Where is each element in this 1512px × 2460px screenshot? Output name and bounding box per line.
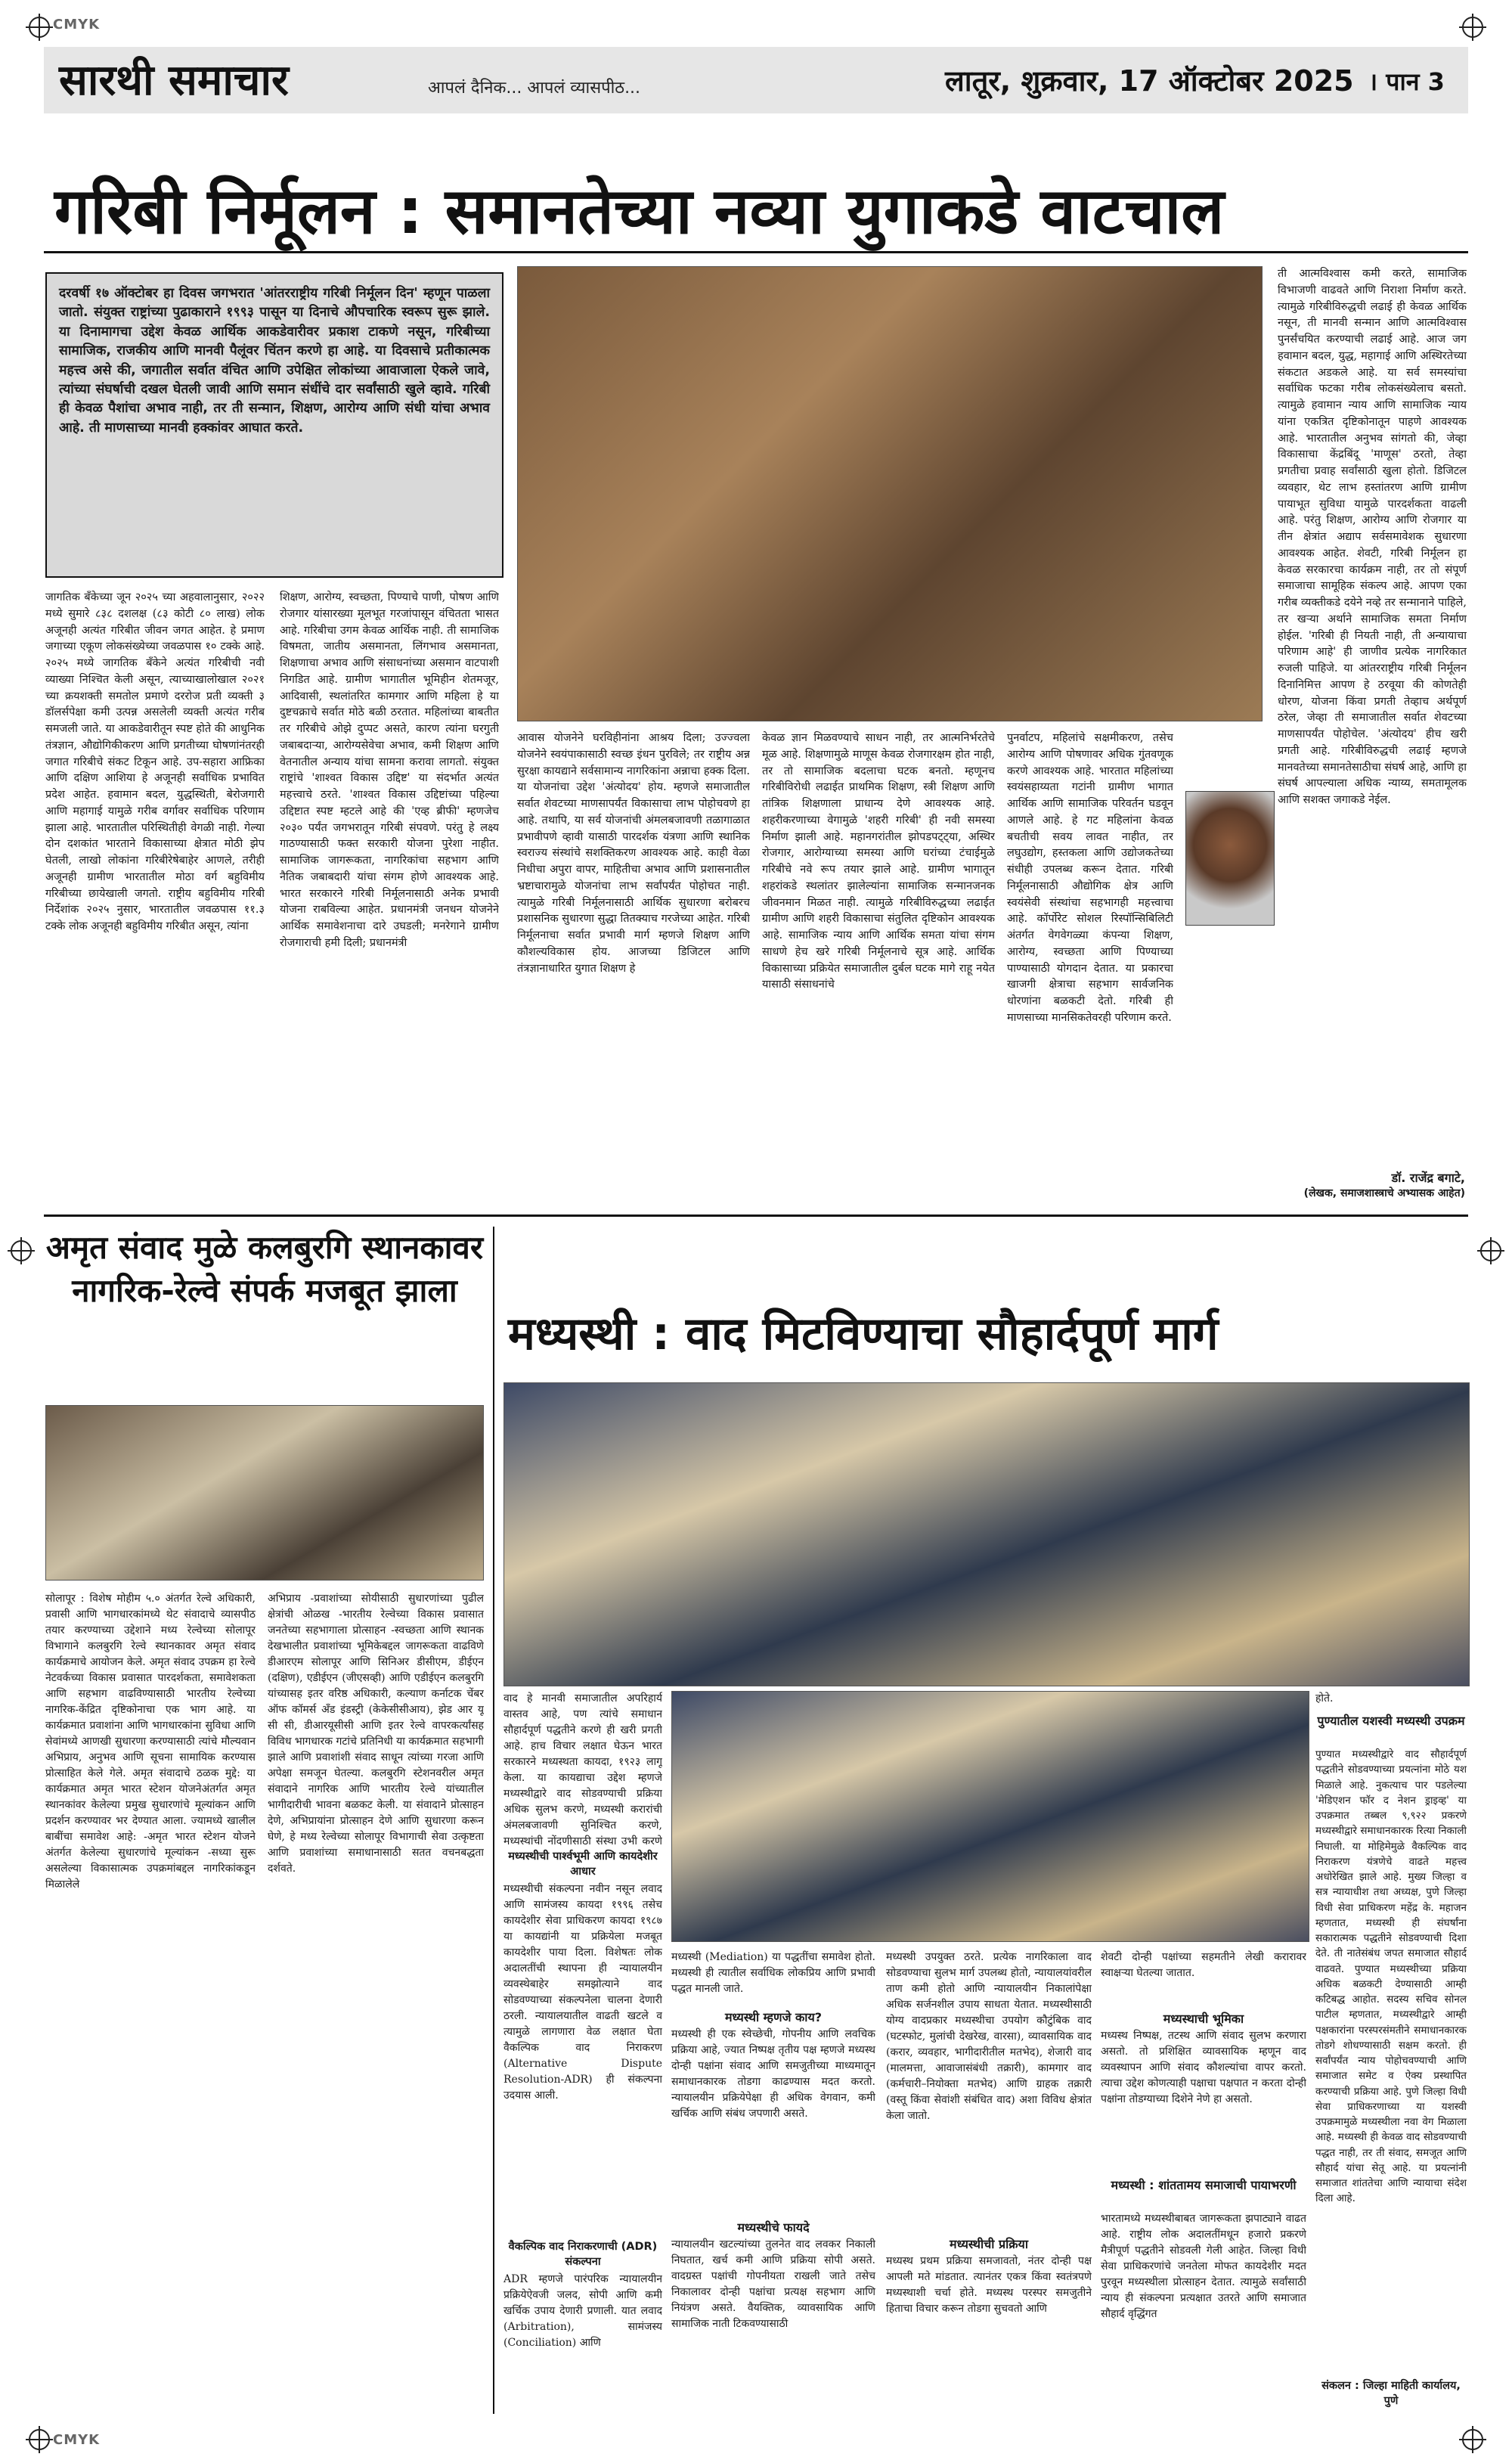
registration-mark-icon	[11, 1240, 32, 1261]
article3-pune: पुण्यात मध्यस्थीद्वारे वाद सौहार्दपूर्ण पद्धतीने सोडवण्याच्या प्रयत्नांना मोठे यश मिळाले आहे. नुकत्याच पार पडलेल्या 'मेडिएशन फॉर द नेशन ड्राइव्ह' या उपक्रमात तब्बल ९,९२२ प्रकरणे मध्यस्थीद्वारे समाधानकारक रित्या निकाली निघाली. या मोहिमेमुळे वैकल्पिक वाद निराकरण यंत्रणेचे वाढते महत्त्व अधोरेखित झाले आहे. मुख्य जिल्हा व सत्र न्यायाधीश तथा अध्यक्ष, पुणे जिल्हा विधी सेवा प्राधिकरण महेंद्र के. महाजन म्हणतात, मध्यस्थी ही संघर्षांना सकारात्मक पद्धतीने सोडवण्याची दिशा देते. ती नातेसंबंध जपत समाजात सौहार्द वाढवते. पुण्यात मध्यस्थीच्या प्रक्रिया अधिक बळकटी देण्यासाठी आम्ही कटिबद्ध आहोत. सदस्य सचिव सोनल पाटील म्हणतात, मध्यस्थीद्वारे आम्ही पक्षकारांना परस्परसंमतीने समाधानकारक तोडगे शोधण्यासाठी सक्षम करतो. ही सर्वांपर्यंत न्याय पोहोचवण्याची आणि समाजात समेट व ऐक्य प्रस्थापित करण्याची प्रक्रिया आहे. पुणे जिल्हा विधी सेवा प्राधिकरणाच्या या यशस्वी उपक्रमामुळे मध्यस्थीला नवा वेग मिळाला आहे. मध्यस्थी ही केवळ वाद सोडवण्याची पद्धत नाही, तर ती संवाद, समजूत आणि सौहार्द यांचा सेतू आहे. या प्रयत्नांनी समाजात शांततेचा आणि न्यायाचा संदेश दिला आहे.	[1315, 1748, 1467, 2205]
article1-col5: पुनर्वाटप, महिलांचे सक्षमीकरण, तसेच आरोग्य आणि पोषणावर अधिक गुंतवणूक करणे आवश्यक आहे. भारतात महिलांच्या स्वयंसहाय्यता गटांनी ग्रामीण भागात आर्थिक आणि सामाजिक परिवर्तन घडवून आणले आहे. हे गट महिलांना केवळ बचतीची सवय लावत नाहीत, तर लघुउद्योग, हस्तकला आणि उद्योजकतेच्या संधीही उपलब्ध करून देतात. गरिबी निर्मूलनासाठी औद्योगिक क्षेत्र आणि स्वयंसेवी संस्थांचा सहभागही महत्त्वाचा आहे. कॉर्पोरेट सोशल रिस्पॉन्सिबिलिटी अंतर्गत वेगवेगळ्या कंपन्या शिक्षण, आरोग्य, स्वच्छता आणि पिण्याच्या पाण्यासाठी योगदान देतात. या प्रकारचा खाजगी क्षेत्राचा सहभाग सार्वजनिक धोरणांना बळकटी देतो. गरिबी ही माणसाच्या मानसिकतेवरही परिणाम करते.	[1007, 732, 1173, 1024]
article3-colC: मध्यस्थी उपयुक्त ठरते. प्रत्येक नागरिकाला वाद सोडवण्याचा सुलभ मार्ग उपलब्ध होतो, न्यायालयांवरील ताण कमी होतो आणि न्यायालयीन निकालांपेक्षा अधिक सर्जनशील उपाय साधता येतात. मध्यस्थीसाठी योग्य वादप्रकार मध्यस्थीचा उपयोग कौटुंबिक वाद (घटस्फोट, मुलांची देखरेख, वारसा), व्यावसायिक वाद (करार, व्यवहार, भागीदारीतील मतभेद), शेजारी वाद (मालमत्ता, आवाजासंबंधी तक्रारी), कामगार वाद (कर्मचारी–नियोक्ता मतभेद) आणि ग्राहक तक्रारी (वस्तू किंवा सेवांशी संबंधित वाद) अशा विविध क्षेत्रांत केला जातो.	[886, 1951, 1092, 2122]
article2-photo-amrut-samvad	[45, 1405, 484, 1581]
article1-col4: केवळ ज्ञान मिळवण्याचे साधन नाही, तर आत्मनिर्भरतेचे मूळ आहे. शिक्षणामुळे माणूस केवळ रोजगारक्षम होत नाही, तर तो सामाजिक बदलाचा घटक बनतो. म्हणूनच गरिबीविरोधी लढाईत प्राथमिक शिक्षण, स्त्री शिक्षण आणि तांत्रिक शिक्षणाला प्राधान्य देणे आवश्यक आहे. शहरीकरणाच्या वेगामुळे 'शहरी गरिबी' ही नवी समस्या निर्माण झाली आहे. महानगरांतील झोपडपट्ट्या, अस्थिर रोजगार, आरोग्याच्या समस्या आणि घरांच्या टंचाईमुळे गरिबीचे नवे रूप तयार झाले आहे. ग्रामीण भागातून शहरांकडे स्थलांतर झालेल्यांना सामाजिक सन्मानजनक जीवनमान मिळत नाही. त्यामुळे गरिबीविरुद्धच्या लढाईत ग्रामीण आणि शहरी विकासाचा संतुलित दृष्टिकोन आवश्यक आहे. सामाजिक न्याय आणि आर्थिक समता यांचा संगम साधणे हेच खरे गरिबी निर्मूलनाचे सूत्र आहे. आर्थिक विकासाच्या प्रक्रियेत समाजातील दुर्बल घटक मागे राहू नयेत यासाठी संसाधनांचे	[762, 732, 995, 991]
article1-col3: आवास योजनेने घरविहीनांना आश्रय दिला; उज्ज्वला योजनेने स्वयंपाकासाठी स्वच्छ इंधन पुरविले; तर राष्ट्रीय अन्न सुरक्षा कायद्याने सर्वसामान्य नागरिकांना अन्नाचा हक्क दिला. या योजनांचा उद्देश 'अंत्योदय' होय. म्हणजे समाजातील सर्वात शेवटच्या माणसापर्यंत विकासाचा लाभ पोहोचवणे हा आहे. तथापि, या सर्व योजनांची अंमलबजावणी तळागाळात प्रभावीपणे व्हावी यासाठी पारदर्शक यंत्रणा आणि स्थानिक स्वराज्य संस्थांचे सशक्तिकरण आवश्यक आहे. काही वेळा निधीचा अपुरा वापर, माहितीचा अभाव आणि प्रशासनातील भ्रष्टाचारामुळे योजनांचा लाभ सर्वांपर्यंत पोहोचत नाही. त्यामुळे गरिबी निर्मूलनासाठी आर्थिक सुधारणा बरोबरच प्रशासनिक सुधारणा सुद्धा तितक्याच गरजेच्या आहेत. गरिबी निर्मूलनाचा सर्वात प्रभावी मार्ग म्हणजे शिक्षण आणि कौशल्यविकास होय. आजच्या डिजिटल आणि तंत्रज्ञानाधारित युगात शिक्षण हे	[517, 732, 750, 975]
article3-headline: मध्यस्थी : वाद मिटविण्याचा सौहार्दपूर्ण मार्ग	[508, 1308, 1219, 1360]
registration-mark-icon	[1462, 2429, 1483, 2450]
article3-heading-background: मध्यस्थीची पार्श्वभूमी आणि कायदेशीर आधार	[508, 1850, 658, 1878]
article3-heading-adr: वैकल्पिक वाद निराकरणाची (ADR) संकल्पना	[508, 2241, 658, 2268]
article3-what: मध्यस्थी ही एक स्वेच्छेची, गोपनीय आणि लवचिक प्रक्रिया आहे, ज्यात निष्पक्ष तृतीय पक्ष म्हणजे मध्यस्थ दोन्ही पक्षांना संवाद आणि समजुतीच्या माध्यमातून समाधानकारक तोडगा काढण्यास मदत करतो. न्यायालयीन प्रक्रियेपेक्षा ही अधिक वेगवान, कमी खर्चिक आणि संबंध जपणारी असते.	[671, 2028, 875, 2120]
article2-headline: अमृत संवाद मुळे कलबुरगि स्थानकावर नागरिक-रेल्वे संपर्क मजबूत झाला	[45, 1229, 484, 1309]
article3-colB: मध्यस्थी (Mediation) या पद्धतींचा समावेश होतो. मध्यस्थी ही त्यातील सर्वाधिक लोकप्रिय आणि प्रभावी पद्धत मानली जाते.	[671, 1951, 875, 1995]
author-portrait	[1185, 791, 1275, 926]
article3-heading-peace: मध्यस्थी : शांततामय समाजाची पायाभरणी	[1111, 2178, 1297, 2192]
article3-benefits: न्यायालयीन खटल्यांच्या तुलनेत वाद लवकर निकाली निघतात, खर्च कमी आणि प्रक्रिया सोपी असते. वादग्रस्त पक्षांची गोपनीयता राखली जाते तसेच निकालावर दोन्ही पक्षांचा प्रत्यक्ष सहभाग आणि नियंत्रण असते. वैयक्तिक, व्यावसायिक आणि सामाजिक नाती टिकवण्यासाठी	[671, 2238, 875, 2330]
article3-credit: संकलन : जिल्हा माहिती कार्यालय, पुणे	[1321, 2380, 1461, 2407]
cmyk-label-bottom: CMYK	[53, 2432, 101, 2448]
divider	[493, 1227, 494, 2414]
article1-col1: जागतिक बँकेच्या जून २०२५ च्या अहवालानुसार, २०२२ मध्ये सुमारे ८३८ दशलक्ष (८३ कोटी ८० लाख) लोक अजूनही अत्यंत गरिबीत जीवन जगत आहेत. हे प्रमाण जगाच्या एकूण लोकसंख्येच्या जवळपास १० टक्के आहे. २०२५ मध्ये जागतिक बँकेने अत्यंत गरिबीची नवी व्याख्या निश्चित केली असून, त्याच्याखालोखाल २०२१ च्या क्रयशक्ती समतोल प्रमाणे दररोज प्रती व्यक्ती ३ डॉलर्सपेक्षा कमी उत्पन्न असलेली व्यक्ती अत्यंत गरीब समजली जाते. या आकडेवारीतून स्पष्ट होते की आधुनिक तंत्रज्ञान, औद्योगिकीकरण आणि प्रगतीच्या घोषणांनंतरही जगात गरिबीचे संकट टिकून आहे. उप-सहारा आफ्रिका आणि दक्षिण आशिया हे अजूनही सर्वाधिक प्रभावित प्रदेश आहेत. हवामान बदल, युद्धस्थिती, बेरोजगारी आणि महागाई यामुळे गरीब वर्गावर सर्वाधिक परिणाम झाला आहे. भारतातील परिस्थितीही वेगळी नाही. गेल्या दोन दशकांत भारताने विकासाच्या क्षेत्रात मोठी झेप घेतली, लाखो लोकांना गरिबीरेषेबाहेर आणले, तरीही अजूनही ग्रामीण भारतातील मोठा वर्ग बहुविमीय गरिबीच्या छायेखाली जगतो. राष्ट्रीय बहुविमीय गरिबी निर्देशांक २०२५ नुसार, भारतातील जवळपास ११.३ टक्के लोक अजूनही बहुविमीय गरिबीत असून, त्यांना	[45, 591, 265, 932]
article1-col2: शिक्षण, आरोग्य, स्वच्छता, पिण्याचे पाणी, पोषण आणि रोजगार यांसारख्या मूलभूत गरजांपासून वंचितता भासत आहे. गरिबीचा उगम केवळ आर्थिक नाही. ती सामाजिक विषमता, जातीय असमानता, लिंगभाव असमानता, शिक्षणाचा अभाव आणि संसाधनांच्या असमान वाटपाशी निगडित आहे. ग्रामीण भागातील भूमिहीन शेतमजूर, आदिवासी, स्थलांतरित कामगार आणि महिला हे या दुष्टचक्राचे सर्वात मोठे बळी ठरतात. महिलांच्या बाबतीत तर गरिबीचे ओझे दुप्पट असते, कारण त्यांना घरगुती जबाबदाऱ्या, आरोग्यसेवेचा अभाव, कमी शिक्षण आणि वेतनातील अन्याय यांचा सामना करावा लागतो. संयुक्त राष्ट्रांचे 'शाश्वत विकास उद्दिष्ट' या संदर्भात अत्यंत महत्त्वाचे ठरते. 'शाश्वत विकास उद्दिष्टांच्या पहिल्या उद्दिष्टात स्पष्ट म्हटले आहे की 'एव्ह ब्रीफी' म्हणजेच २०३० पर्यंत जगभरातून गरिबी संपवणे. परंतु हे लक्ष्य गाठण्यासाठी फक्त सरकारी योजना पुरेशा नाहीत. सामाजिक जागरूकता, नागरिकांचा सहभाग आणि नैतिक जबाबदारी यांचा संगम होणे आवश्यक आहे. भारत सरकारने गरिबी निर्मूलनासाठी अनेक प्रभावी योजना राबविल्या आहेत. प्रधानमंत्री जनधन योजनेने आर्थिक समावेशनाचा दारे उघडली; मनरेगाने ग्रामीण रोजगाराची हमी दिली; प्रधानमंत्री	[280, 591, 499, 949]
masthead-tagline: आपलं दैनिक... आपलं व्यासपीठ...	[428, 79, 641, 98]
article1-headline: गरिबी निर्मूलन : समानतेच्या नव्या युगाकडे वाटचाल	[54, 174, 1225, 248]
article1-col6: ती आत्मविश्वास कमी करते, सामाजिक विभाजणी वाढवते आणि निराशा निर्माण करते. त्यामुळे गरिबीविरुद्धची लढाई ही केवळ आर्थिक नसून, ती मानवी सन्मान आणि आत्मविश्वास पुनर्संचयित करण्याची लढाई आहे. आज जग हवामान बदल, युद्ध, महागाई आणि अस्थिरतेच्या संकटात अडकले आहे. या सर्व समस्यांचा सर्वाधिक फटका गरीब लोकसंख्येलाच बसतो. त्यामुळे हवामान न्याय आणि सामाजिक न्याय यांना एकत्रित दृष्टिकोनातून पाहणे आवश्यक आहे. भारतातील अनुभव सांगतो की, जेव्हा विकासाचा केंद्रबिंदू 'माणूस' ठरतो, तेव्हा प्रगतीचा प्रवाह सर्वांसाठी खुला होतो. डिजिटल व्यवहार, थेट लाभ हस्तांतरण आणि ग्रामीण पायाभूत सुविधा यामुळे पारदर्शकता वाढली आहे. परंतु शिक्षण, आरोग्य आणि रोजगार या तीन क्षेत्रांत अद्याप सर्वसमावेशक सुधारणा आवश्यक आहेत. शेवटी, गरिबी निर्मूलन हा केवळ सरकारचा कार्यक्रम नाही, तर तो संपूर्ण समाजाचा सामूहिक संकल्प आहे. आपण एका गरीब व्यक्तीकडे दयेने नव्हे तर सन्मानाने पाहिले, तर खऱ्या अर्थाने सामाजिक समता निर्माण होईल. 'गरिबी ही नियती नाही, ती अन्यायाचा परिणाम आहे' ही जाणीव प्रत्येक नागरिकात रुजली पाहिजे. या आंतरराष्ट्रीय गरिबी निर्मूलन दिनानिमित्त आपण हे ठरवूया की कोणतेही धोरण, योजना किंवा प्रगती तेव्हाच अर्थपूर्ण ठरेल, जेव्हा ती समाजातील सर्वात शेवटच्या माणसापर्यंत पोहोचेल. 'अंत्योदय' हीच खरी प्रगती आहे. गरिबीविरुद्धची लढाई म्हणजे मानवतेच्या समानतेसाठीचा संघर्ष आहे, आणि हा संघर्ष आपल्याला अधिक न्याय्य, समतामूलक आणि सशक्त जगाकडे नेईल.	[1278, 268, 1467, 806]
article3-background: मध्यस्थीची संकल्पना नवीन नसून लवाद आणि सामंजस्य कायदा १९९६ तसेच कायदेशीर सेवा प्राधिकरण कायदा १९८७ या कायद्यांनी या प्रक्रियेला मजबूत कायदेशीर पाया दिला. विशेषतः लोक अदालतींची स्थापना ही न्यायालयीन व्यवस्थेबाहेर समझोत्याने वाद सोडवण्याच्या संकल्पनेला चालना देणारी ठरली. न्यायालयातील वाढती खटले व त्यामुळे लागणारा वेळ लक्षात घेता वैकल्पिक वाद निराकरण (Alternative Dispute Resolution-ADR) ही संकल्पना उदयास आली.	[503, 1883, 662, 2102]
article3-photo-group	[671, 1691, 1309, 1942]
article3-adr: ADR म्हणजे पारंपरिक न्यायालयीन प्रक्रियेऐवजी जलद, सोपी आणि कमी खर्चिक उपाय देणारी प्रणाली. यात लवाद (Arbitration), सामंजस्य (Conciliation) आणि	[503, 2273, 662, 2349]
article2-col2: अभिप्राय -प्रवाशांच्या सोयीसाठी सुधारणांच्या पुढील क्षेत्रांची ओळख -भारतीय रेल्वेच्या विकास प्रवासात जनतेच्या सहभागाला प्रोत्साहन -स्वच्छता आणि स्थानक देखभालीत प्रवाशांच्या भूमिकेबद्दल जागरूकता वाढविणे डीआरएम सोलापूर आणि सिनिअर डीसीएम, डीईएन (दक्षिण), एडीईएन (जीएसव्ही) आणि एडीईएन कलबुरगि यांच्यासह इतर वरिष्ठ अधिकारी, कल्याण कर्नाटक चेंबर ऑफ कॉमर्स अँड इंडस्ट्री (केकेसीसीआय), झेड आर यू सी सी, डीआरयूसीसी आणि इतर रेल्वे वापरकर्त्यांसह विविध भागधारक गटांचे प्रतिनिधी या कार्यक्रमात सहभागी झाले आणि प्रवाशांशी संवाद साधून त्यांच्या गरजा आणि अपेक्षा समजून घेतल्या. कलबुरगि स्टेशनवरील अमृत संवादाने नागरिक आणि भारतीय रेल्वे यांच्यातील भागीदारीची भावना बळकट केली. या संवादाने प्रोत्साहन देणे, अभिप्रायांना प्रोत्साहन देणे आणि सुधारणा करून घेणे, हे मध्य रेल्वेच्या सोलापूर विभागाची सेवा उत्कृष्टता आणि प्रवाशांच्या समाधानासाठी सतत वचनबद्धता दर्शवते.	[268, 1593, 484, 1875]
masthead-page-number: । पान 3	[1368, 67, 1445, 96]
article3-colE-top: होते.	[1315, 1692, 1334, 1705]
article1-lead-box: दरवर्षी १७ ऑक्टोबर हा दिवस जगभरात 'आंतरराष्ट्रीय गरिबी निर्मूलन दिन' म्हणून पाळला जातो. संयुक्त राष्ट्रांच्या पुढाकाराने १९९३ पासून या दिनाचे औपचारिक स्वरूप सुरू झाले. या दिनामागचा उद्देश केवळ आर्थिक आकडेवारीवर प्रकाश टाकणे नसून, गरिबीच्या सामाजिक, राजकीय आणि मानवी पैलूंवर चिंतन करणे हा आहे. या दिवसाचे प्रतीकात्मक महत्त्व असे की, जगातील सर्वात वंचित आणि उपेक्षित लोकांच्या आवाजाला ऐकले जावे, त्यांच्या संघर्षाची दखल घेतली जावी आणि समान संधींचे दार सर्वांसाठी खुले व्हावे. गरिबी ही केवळ पैशांचा अभाव नाही, तर ती सन्मान, शिक्षण, आरोग्य आणि संधी यांचा अभाव आहे. ती माणसाच्या मानवी हक्कांवर आघात करते.	[45, 272, 503, 578]
article3-heading-role: मध्यस्थाची भूमिका	[1163, 2012, 1244, 2026]
divider	[44, 1214, 1468, 1217]
article3-peace: भारतामध्ये मध्यस्थीबाबत जागरूकता झपाट्याने वाढत आहे. राष्ट्रीय लोक अदालतींमधून हजारो प्रकरणे मैत्रीपूर्ण पद्धतीने सोडवली गेली आहेत. जिल्हा विधी सेवा प्राधिकरणांचे जनतेला मोफत कायदेशीर मदत पुरवून मध्यस्थीला प्रोत्साहन देतात. त्यामुळे सर्वांसाठी न्याय ही संकल्पना प्रत्यक्षात उतरते आणि समाजात सौहार्द वृद्धिंगत	[1101, 2213, 1306, 2320]
divider	[44, 251, 1468, 253]
registration-mark-icon	[29, 17, 50, 38]
article3-heading-process: मध्यस्थीची प्रक्रिया	[950, 2237, 1028, 2251]
article3-process: मध्यस्थ प्रथम प्रक्रिया समजावतो, नंतर दोन्ही पक्ष आपली मते मांडतात. त्यानंतर एकत्र किंवा स्वतंत्रपणे मध्यस्थाशी चर्चा होते. मध्यस्थ परस्पर समजुतीने हिताचा विचार करून तोडगा सुचवतो आणि	[886, 2255, 1092, 2315]
article1-author-role: (लेखक, समाजशास्त्राचे अभ्यासक आहेत)	[1303, 1187, 1465, 1199]
article3-photo-cheque-ceremony	[503, 1382, 1470, 1686]
article1-author-name: डॉ. राजेंद्र बगाटे,	[1391, 1171, 1465, 1185]
masthead-logo: सारथी समाचार	[59, 55, 289, 105]
registration-mark-icon	[1462, 17, 1483, 38]
masthead-dateline: लातूर, शुक्रवार, 17 ऑक्टोबर 2025	[945, 64, 1354, 98]
registration-mark-icon	[1480, 1240, 1501, 1261]
registration-mark-icon	[29, 2429, 50, 2450]
article3-role: मध्यस्थ निष्पक्ष, तटस्थ आणि संवाद सुलभ करणारा असतो. तो प्रशिक्षित व्यावसायिक म्हणून वाद व्यवस्थापन आणि संवाद कौशल्यांचा वापर करतो. त्याचा उद्देश कोणत्याही पक्षाचा पक्षपात न करता दोन्ही पक्षांना तोडग्याच्या दिशेने नेणे हा असतो.	[1101, 2030, 1306, 2105]
article3-colD: शेवटी दोन्ही पक्षांच्या सहमतीने लेखी करारावर स्वाक्षऱ्या घेतल्या जातात.	[1101, 1951, 1306, 1979]
article3-intro: वाद हे मानवी समाजातील अपरिहार्य वास्तव आहे, पण त्यांचे समाधान सौहार्दपूर्ण पद्धतीने करणे ही खरी प्रगती आहे. हाच विचार लक्षात घेऊन भारत सरकारने मध्यस्थता कायदा, १९२३ लागू केला. या कायद्याचा उद्देश म्हणजे मध्यस्थीद्वारे वाद सोडवण्याची प्रक्रिया अधिक सुलभ करणे, मध्यस्थी करारांची अंमलबजावणी सुनिश्चित करणे, मध्यस्थांची नोंदणीसाठी संस्था उभी करणे	[503, 1692, 662, 1847]
cmyk-label-top: CMYK	[53, 17, 101, 33]
article2-col1: सोलापूर : विशेष मोहीम ५.० अंतर्गत रेल्वे अधिकारी, प्रवासी आणि भागधारकांमध्ये थेट संवादाचे व्यासपीठ तयार करण्याच्या उद्देशाने मध्य रेल्वेच्या सोलापूर विभागाने कलबुरगि रेल्वे स्थानकावर अमृत संवाद कार्यक्रमाचे आयोजन केले. अमृत संवाद उपक्रम हा रेल्वे नेटवर्कच्या विकास प्रवासात पारदर्शकता, समावेशकता आणि सहभाग वाढविण्यासाठी भारतीय रेल्वेच्या नागरिक-केंद्रित दृष्टिकोनाचा एक भाग आहे. या कार्यक्रमात प्रवाशांना आणि भागधारकांना सुविधा आणि सेवांमध्ये आणखी सुधारणा करण्यासाठी त्यांचे मौल्यवान अभिप्राय, अनुभव आणि सूचना सामायिक करण्यास प्रोत्साहित केले गेले. अमृत संवादाचे ठळक मुद्दे: या कार्यक्रमात अमृत भारत स्टेशन योजनेअंतर्गत अमृत स्थानकांवर केलेल्या प्रमुख सुधारणांचे मूल्यांकन आणि प्रदर्शन करण्यावर भर देण्यात आला. ज्यामध्ये खालील बाबींचा समावेश आहे: -अमृत भारत स्टेशन योजने अंतर्गत केलेल्या सुधारणांचे मूल्यांकन -सध्या सुरू असलेल्या विकासात्मक उपक्रमांबद्दल नागरिकांकडून मिळालेले	[45, 1593, 256, 1891]
article3-heading-what: मध्यस्थी म्हणजे काय?	[724, 2010, 823, 2024]
article1-photo-children	[517, 266, 1263, 721]
article3-heading-benefits: मध्यस्थीचे फायदे	[737, 2220, 810, 2235]
article3-heading-pune: पुण्यातील यशस्वी मध्यस्थी उपक्रम	[1317, 1714, 1465, 1728]
